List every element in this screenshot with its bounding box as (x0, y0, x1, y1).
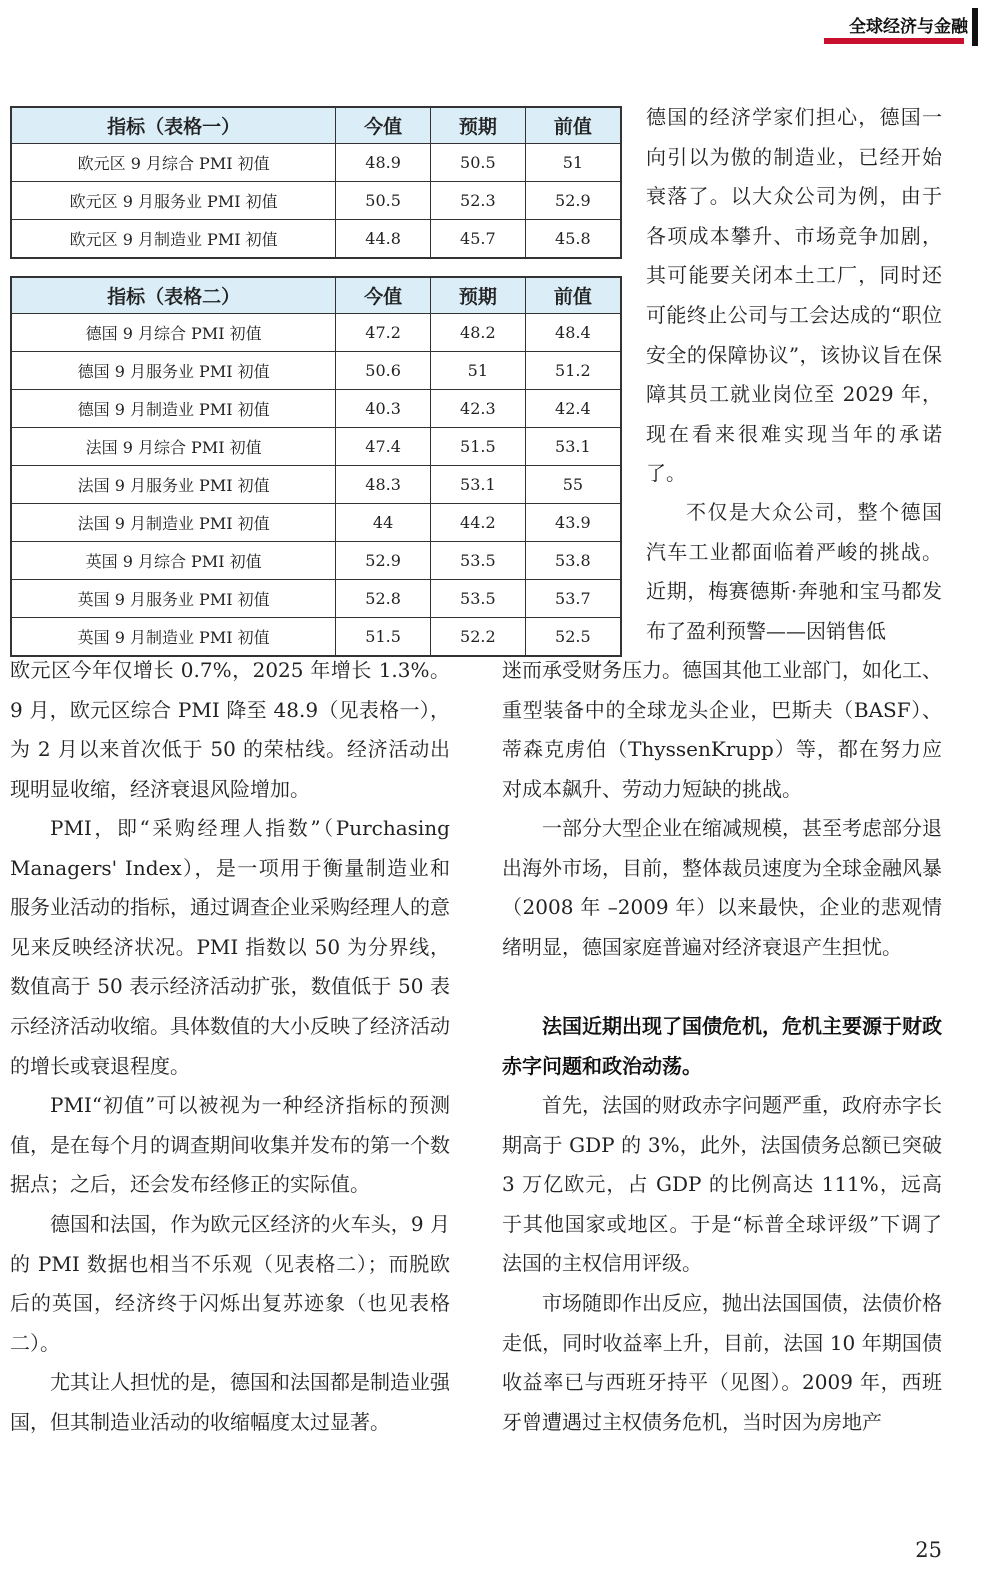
table-cell: 52.8 (336, 580, 431, 618)
paragraph: 一部分大型企业在缩减规模，甚至考虑部分退出海外市场，目前，整体裁员速度为全球金融风暴（2008 年 –2009 年）以来最快，企业的悲观情绪明显，德国家庭普遍对经济衰退产生担忧。 (502, 816, 942, 959)
table-cell: 52.3 (430, 182, 525, 220)
table-cell: 45.7 (430, 220, 525, 259)
table-header-cell: 前值 (525, 107, 621, 144)
table-cell: 50.5 (430, 144, 525, 182)
table-cell: 45.8 (525, 220, 621, 259)
table-row (11, 352, 621, 390)
paragraph: PMI，即“采购经理人指数”（Purchasing Managers' Index），是一项用于衡量制造业和服务业活动的指标，通过调查企业采购经理人的意见来反映经济状况。PMI 指数以 50 为分界线，数值高于 50 表示经济活动扩张，数值低于 50 表示经济活动收缩。具体数值的大小反映了经济活动的增长或衰退程度。 (10, 816, 450, 1078)
paragraph: 不仅是大众公司，整个德国汽车工业都面临着严峻的挑战。近期，梅赛德斯·奔驰和宝马都发布了盈利预警——因销售低 (646, 500, 942, 643)
table-cell: 法国 9 月综合 PMI 初值 (11, 428, 336, 466)
table-cell: 英国 9 月综合 PMI 初值 (11, 542, 336, 580)
table-cell: 48.4 (525, 314, 621, 352)
table-cell: 德国 9 月制造业 PMI 初值 (11, 390, 336, 428)
table-cell: 欧元区 9 月服务业 PMI 初值 (11, 182, 336, 220)
paragraph: 德国和法国，作为欧元区经济的火车头，9 月的 PMI 数据也相当不乐观（见表格二）；而脱欧后的英国，经济终于闪烁出复苏迹象（也见表格二）。 (10, 1212, 450, 1355)
table-cell: 50.6 (336, 352, 431, 390)
table-cell: 53.5 (430, 580, 525, 618)
table-row (11, 220, 621, 259)
table-cell: 50.5 (336, 182, 431, 220)
paragraph: 迷而承受财务压力。德国其他工业部门，如化工、重型装备中的全球龙头企业，巴斯夫（BASF）、蒂森克虏伯（ThyssenKrupp）等，都在努力应对成本飙升、劳动力短缺的挑战。 (502, 658, 942, 801)
table-cell: 52.9 (336, 542, 431, 580)
table-cell: 欧元区 9 月综合 PMI 初值 (11, 144, 336, 182)
table-cell: 52.5 (525, 618, 621, 657)
table-row (11, 542, 621, 580)
table-cell: 48.3 (336, 466, 431, 504)
section-header (778, 8, 978, 37)
table-cell: 44.8 (336, 220, 431, 259)
table-cell: 53.5 (430, 542, 525, 580)
table-cell: 42.3 (430, 390, 525, 428)
paragraph: 首先，法国的财政赤字问题严重，政府赤字长期高于 GDP 的 3%，此外，法国债务总额已突破 3 万亿欧元，占 GDP 的比例高达 111%，远高于其他国家或地区。于是“标普全球评级”下调了法国的主权信用评级。 (502, 1093, 942, 1276)
table-cell: 欧元区 9 月制造业 PMI 初值 (11, 220, 336, 259)
table-row (11, 580, 621, 618)
table-header-cell: 前值 (525, 277, 621, 314)
header-side-bar (972, 8, 978, 46)
table-row (11, 314, 621, 352)
table-header-row (11, 277, 621, 314)
table-row (11, 428, 621, 466)
header-accent-line (824, 38, 964, 44)
section-title: 全球经济与金融 (849, 17, 968, 37)
table-row (11, 390, 621, 428)
table-cell: 53.7 (525, 580, 621, 618)
table-cell: 44 (336, 504, 431, 542)
table-row (11, 182, 621, 220)
table-cell: 51.2 (525, 352, 621, 390)
section-lead-paragraph: 法国近期出现了国债危机，危机主要源于财政赤字问题和政治动荡。 (502, 1014, 942, 1078)
table-row (11, 466, 621, 504)
table-cell: 51.5 (430, 428, 525, 466)
paragraph: 欧元区今年仅增长 0.7%，2025 年增长 1.3%。9 月，欧元区综合 PMI 降至 48.9（见表格一），为 2 月以来首次低于 50 的荣枯线。经济活动出现明显收缩，经济衰退风险增加。 (10, 658, 450, 801)
table-row (11, 504, 621, 542)
table-cell: 48.2 (430, 314, 525, 352)
table-cell: 40.3 (336, 390, 431, 428)
table-cell: 法国 9 月制造业 PMI 初值 (11, 504, 336, 542)
paragraph: 市场随即作出反应，抛出法国国债，法债价格走低，同时收益率上升，目前，法国 10 年期国债收益率已与西班牙持平（见图）。2009 年，西班牙曾遭遇过主权债务危机，当时因为房地产 (502, 1291, 942, 1434)
pmi-table-countries (10, 276, 622, 657)
table-cell: 英国 9 月制造业 PMI 初值 (11, 618, 336, 657)
paragraph: 尤其让人担忧的是，德国和法国都是制造业强国，但其制造业活动的收缩幅度太过显著。 (10, 1370, 450, 1434)
table-cell: 47.2 (336, 314, 431, 352)
table-cell: 43.9 (525, 504, 621, 542)
table-cell: 55 (525, 466, 621, 504)
table-header-cell: 指标（表格二） (11, 277, 336, 314)
table-header-cell: 今值 (336, 107, 431, 144)
table-cell: 德国 9 月服务业 PMI 初值 (11, 352, 336, 390)
table-cell: 52.2 (430, 618, 525, 657)
table-cell: 52.9 (525, 182, 621, 220)
table-header-row (11, 107, 621, 144)
pmi-table-eurozone (10, 106, 622, 259)
table-cell: 44.2 (430, 504, 525, 542)
table-header-cell: 预期 (430, 277, 525, 314)
table-cell: 53.1 (525, 428, 621, 466)
page-number: 25 (915, 1538, 942, 1562)
table-cell: 德国 9 月综合 PMI 初值 (11, 314, 336, 352)
table-cell: 53.1 (430, 466, 525, 504)
table-cell: 英国 9 月服务业 PMI 初值 (11, 580, 336, 618)
paragraph: 德国的经济学家们担心，德国一向引以为傲的制造业，已经开始衰落了。以大众公司为例，由于各项成本攀升、市场竞争加剧，其可能要关闭本土工厂，同时还可能终止公司与工会达成的“职位安全的保障协议”，该协议旨在保障其员工就业岗位至 2029 年，现在看来很难实现当年的承诺了。 (646, 105, 942, 486)
table-cell: 51.5 (336, 618, 431, 657)
table-row (11, 144, 621, 182)
table-cell: 法国 9 月服务业 PMI 初值 (11, 466, 336, 504)
paragraph: PMI“初值”可以被视为一种经济指标的预测值，是在每个月的调查期间收集并发布的第一个数据点；之后，还会发布经修正的实际值。 (10, 1093, 450, 1197)
table-header-cell: 今值 (336, 277, 431, 314)
table-cell: 42.4 (525, 390, 621, 428)
table-header-cell: 指标（表格一） (11, 107, 336, 144)
table-cell: 47.4 (336, 428, 431, 466)
table-cell: 51 (525, 144, 621, 182)
table-header-cell: 预期 (430, 107, 525, 144)
table-cell: 48.9 (336, 144, 431, 182)
table-cell: 51 (430, 352, 525, 390)
table-cell: 53.8 (525, 542, 621, 580)
